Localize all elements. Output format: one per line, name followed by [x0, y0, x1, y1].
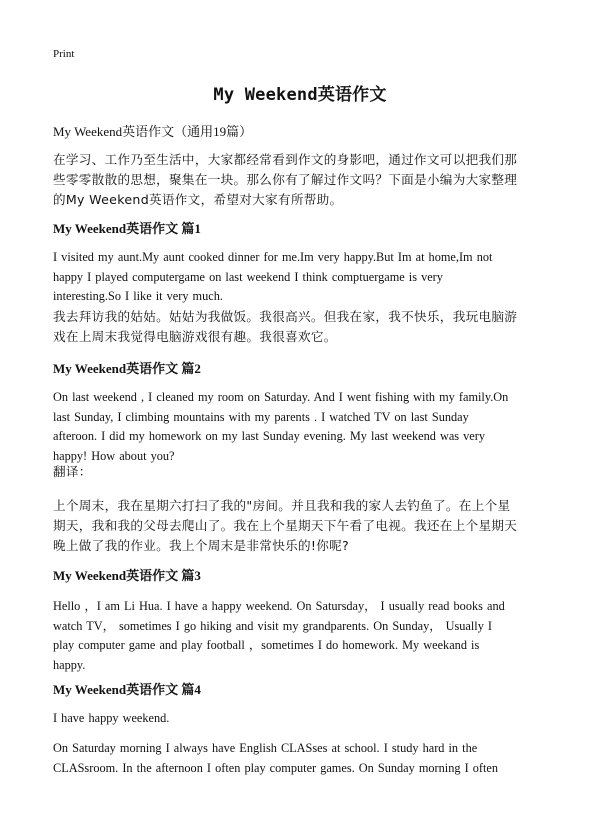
page-title: My Weekend英语作文 — [213, 85, 387, 105]
text-line: watch TV， sometimes I go hiking and visit my grandparents. On Sunday， Usually I — [53, 618, 493, 633]
section-1-english — [53, 248, 548, 307]
text-line: 期天，我和我的父母去爬山了。我在上个星期天下午看了电视。我还在上个星期天 — [53, 518, 518, 533]
section-heading-1: My Weekend英语作文 篇1 — [53, 221, 201, 236]
text-line: interesting.So I like it very much. — [53, 289, 223, 303]
document-subtitle: My Weekend英语作文（通用19篇） — [53, 124, 253, 139]
section-1-chinese — [53, 307, 548, 347]
text-line: Hello ，I am Li Hua. I have a happy weekend. On Satursday， I usually read books and — [53, 599, 505, 613]
text-line: play computer game and play football ，sometimes I do homework. My weekand is — [53, 638, 480, 652]
section-heading-4: My Weekend英语作文 篇4 — [53, 682, 201, 697]
print-label: Print — [53, 48, 75, 60]
text-line: 戏在上周末我觉得电脑游戏很有趣。我很喜欢它。 — [53, 329, 337, 344]
text-line: 上个周末，我在星期六打扫了我的"房间。并且我和我的家人去钓鱼了。在上个星 — [53, 498, 511, 513]
text-line: happy I played computergame on last weekend I think comptuergame is very — [53, 269, 443, 284]
text-line: happy. — [53, 657, 86, 672]
intro-line: 在学习、工作乃至生活中，大家都经常看到作文的身影吧，通过作文可以把我们那 — [53, 152, 518, 167]
text-line: last Sunday, I climbing mountains with my parents . I watched TV on last Sunday — [53, 409, 469, 424]
section-heading-3: My Weekend英语作文 篇3 — [53, 568, 201, 583]
text-line: On last weekend , I cleaned my room on Saturday. And I went fishing with my family.On — [53, 390, 509, 404]
section-4-english-line: I have happy weekend. — [53, 711, 170, 725]
section-heading-2: My Weekend英语作文 篇2 — [53, 361, 201, 376]
text-line: CLASsroom. In the afternoon I often play computer games. On Sunday morning I often — [53, 760, 499, 775]
section-3-english — [53, 597, 548, 675]
section-4-english — [53, 739, 548, 778]
text-line: I visited my aunt.My aunt cooked dinner for me.Im very happy.But Im at home,Im not — [53, 250, 493, 264]
section-2-english — [53, 388, 548, 466]
text-line: happy! How about you? — [53, 448, 175, 463]
text-line: 晚上做了我的作业。我上个周末是非常快乐的!你呢? — [53, 538, 349, 553]
intro-paragraph — [53, 150, 548, 210]
section-2-chinese — [53, 496, 548, 556]
text-line: On Saturday morning I always have English CLASses at school. I study hard in the — [53, 741, 478, 755]
intro-line: 些零零散散的思想，聚集在一块。那么你有了解过作文吗？下面是小编为大家整理 — [53, 172, 518, 187]
text-line: 我去拜访我的姑姑。姑姑为我做饭。我很高兴。但我在家，我不快乐，我玩电脑游 — [53, 309, 518, 324]
text-line: afteroon. I did my homework on my last Sunday evening. My last weekend was very — [53, 429, 486, 443]
intro-line: 的My Weekend英语作文，希望对大家有所帮助。 — [53, 192, 343, 207]
translation-label: 翻译： — [53, 464, 92, 479]
